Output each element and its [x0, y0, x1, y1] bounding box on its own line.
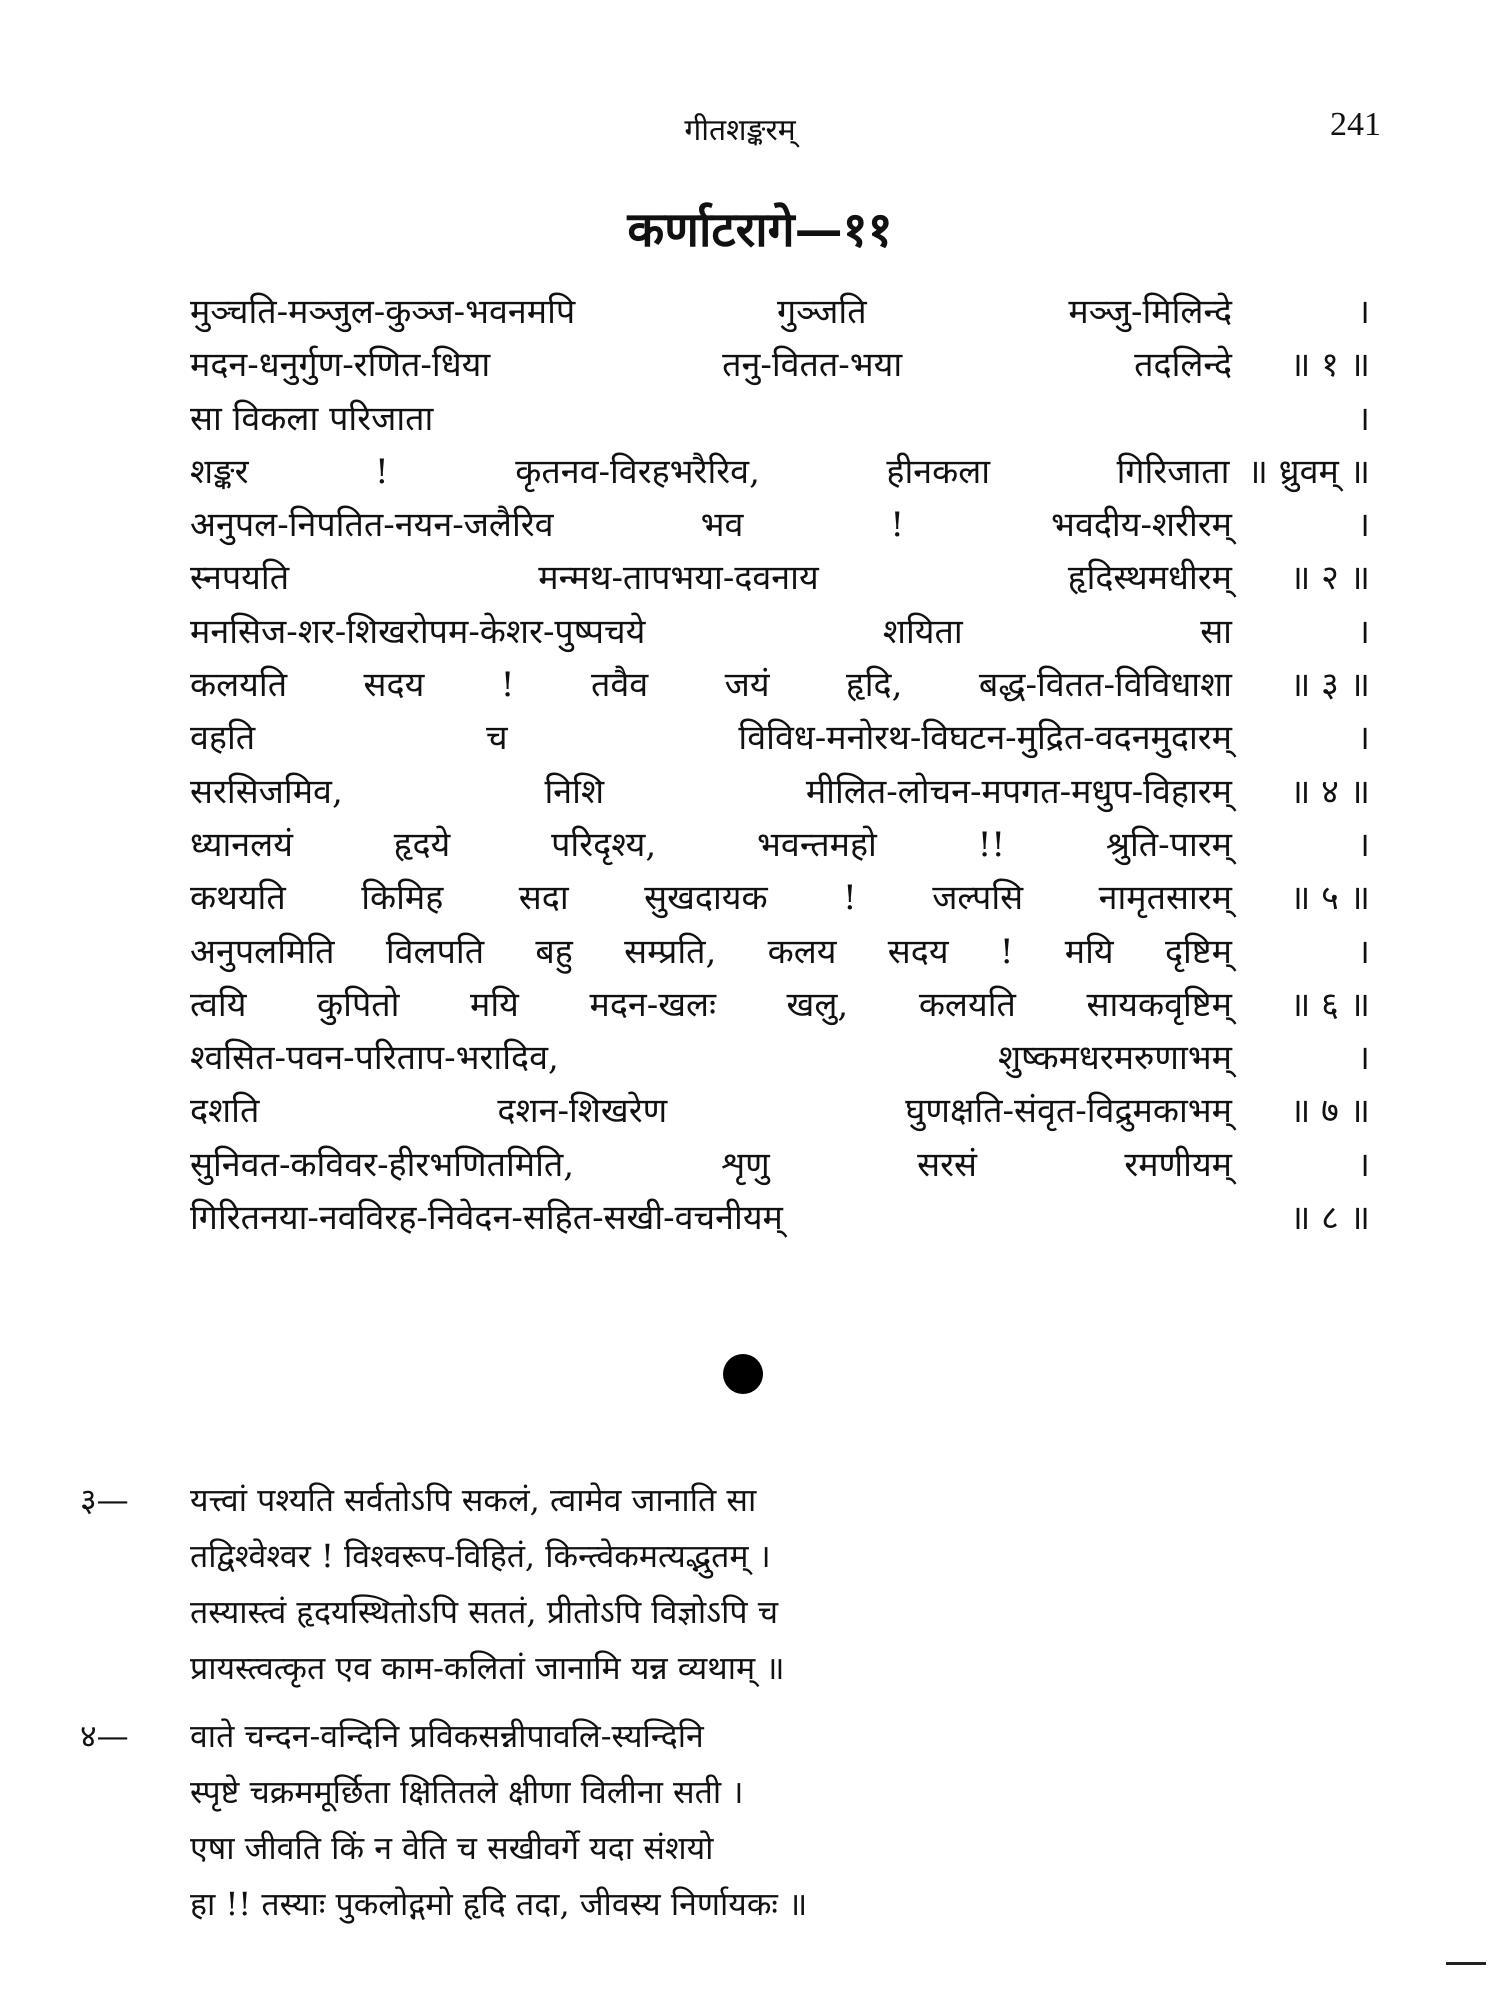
verse-mark: । [1357, 1144, 1370, 1185]
footnote-line [80, 1640, 1200, 1696]
verse-text: सरसिजमिव, निशि मीलित-लोचन-मपगत-मधुप-विहारम् [190, 771, 1232, 812]
verse-line [190, 926, 1370, 979]
separator-dot [723, 1354, 763, 1394]
verse-line [190, 393, 1370, 446]
verse-line [190, 339, 1370, 392]
footnote-3 [80, 1472, 1200, 1696]
verse-mark: ॥ २ ॥ [1289, 558, 1370, 599]
verse-mark: । [1357, 718, 1370, 759]
verse-line [190, 499, 1370, 552]
verse-text: सुनिवत-कविवर-हीरभणितमिति, शृणु सरसं रमणीयम् [190, 1144, 1232, 1185]
footnote-number [80, 1640, 190, 1696]
verse-text: अनुपलमिति विलपति बहु सम्प्रति, कलय सदय ! मयि दृष्टिम् [190, 931, 1232, 972]
footnote-line [80, 1528, 1200, 1584]
page-number: 241 [1330, 106, 1381, 143]
verse-mark: । [1357, 292, 1370, 332]
footnote-text: हा !! तस्याः पुकलोद्गमो हृदि तदा, जीवस्य निर्णायकः ॥ [190, 1885, 808, 1923]
verse-mark: । [1357, 1038, 1370, 1079]
verse-text: कथयति किमिह सदा सुखदायक ! जल्पसि नामृतसारम् [190, 878, 1232, 919]
verse-line [190, 446, 1370, 499]
verse-line [190, 606, 1370, 659]
verse-text: श्वसित-पवन-परिताप-भरादिव, शुष्कमधरमरुणाभम् [190, 1038, 1232, 1079]
verse-text: मनसिज-शर-शिखरोपम-केशर-पुष्पचये शयिता सा [190, 611, 1232, 652]
footnote-number: ३— [80, 1481, 129, 1519]
footnote-line [80, 1820, 1200, 1876]
verse-mark: ॥ ७ ॥ [1289, 1091, 1370, 1132]
verse-mark: । [1357, 824, 1370, 865]
running-head: गीतशङ्करम् [684, 113, 796, 148]
footnote-number [80, 1820, 190, 1876]
verse-text: गिरितनया-नवविरह-निवेदन-सहित-सखी-वचनीयम् [190, 1198, 783, 1239]
verse-block [190, 286, 1370, 1245]
footnote-4 [80, 1708, 1200, 1932]
verse-text: अनुपल-निपतित-नयन-जलैरिव भव ! भवदीय-शरीरम् [190, 505, 1232, 546]
verse-line [190, 712, 1370, 765]
verse-mark: । [1357, 398, 1370, 439]
verse-mark: ॥ ८ ॥ [1289, 1198, 1370, 1239]
verse-mark: ॥ १ ॥ [1289, 345, 1370, 386]
footnote-line [80, 1472, 1200, 1528]
footnote-text: एषा जीवति किं न वेति च सखीवर्गे यदा संशयो [190, 1829, 714, 1867]
footnote-text: वाते चन्दन-वन्दिनि प्रविकसन्नीपावलि-स्यन्दिनि [190, 1717, 704, 1755]
verse-text: ध्यानलयं हृदये परिदृश्य, भवन्तमहो !! श्रुति-पारम् [190, 824, 1232, 865]
footnote-number [80, 1764, 190, 1820]
verse-line [190, 979, 1370, 1032]
verse-line [190, 1032, 1370, 1085]
verse-text: शङ्कर ! कृतनव-विरहभरैरिव, हीनकला गिरिजाता [190, 451, 1230, 492]
verse-line [190, 766, 1370, 819]
verse-line [190, 1192, 1370, 1245]
verse-mark: ॥ ४ ॥ [1289, 771, 1370, 812]
footnote-number [80, 1876, 190, 1932]
verse-text: कलयति सदय ! तवैव जयं हृदि, बद्ध-वितत-विविधाशा [190, 665, 1232, 706]
verse-text: मुञ्चति-मञ्जुल-कुञ्ज-भवनमपि गुञ्जति मञ्जु-मिलिन्दे [190, 292, 1232, 332]
verse-line [190, 1139, 1370, 1192]
verse-line [190, 819, 1370, 872]
song-title: कर्णाटरागे—११ [627, 202, 893, 258]
footnote-line [80, 1876, 1200, 1932]
verse-line [190, 659, 1370, 712]
verse-line [190, 1085, 1370, 1138]
verse-text: मदन-धनुर्गुण-रणित-धिया तनु-वितत-भया तदलिन्दे [190, 345, 1232, 386]
footnote-number: ४— [80, 1717, 129, 1755]
verse-mark: ॥ ध्रुवम् ॥ [1247, 451, 1370, 492]
verse-mark: । [1357, 611, 1370, 652]
verse-text: त्वयि कुपितो मयि मदन-खलः खलु, कलयति सायकवृष्टिम् [190, 984, 1232, 1025]
verse-mark: । [1357, 505, 1370, 546]
verse-text: सा विकला परिजाता [190, 398, 434, 439]
verse-line [190, 552, 1370, 605]
footnote-text: तस्यास्त्वं हृदयस्थितोऽपि सततं, प्रीतोऽपि विज्ञोऽपि च [190, 1593, 779, 1631]
footnote-text: यत्त्वां पश्यति सर्वतोऽपि सकलं, त्वामेव जानाति सा [190, 1481, 757, 1519]
footnote-number [80, 1528, 190, 1584]
verse-mark: ॥ ३ ॥ [1289, 665, 1370, 706]
footnote-text: स्पृष्टे चक्रममूर्छिता क्षितितले क्षीणा विलीना सती । [190, 1773, 744, 1811]
footnote-line [80, 1764, 1200, 1820]
verse-mark: । [1357, 931, 1370, 972]
verse-line [190, 872, 1370, 925]
verse-mark: ॥ ५ ॥ [1289, 878, 1370, 919]
verse-text: दशति दशन-शिखरेण घुणक्षति-संवृत-विद्रुमकाभम् [190, 1091, 1232, 1132]
footnote-number [80, 1584, 190, 1640]
verse-text: वहति च विविध-मनोरथ-विघटन-मुद्रित-वदनमुदारम् [190, 718, 1232, 759]
footnote-text: तद्विश्वेश्वर ! विश्वरूप-विहितं, किन्त्वेकमत्यद्भुतम् । [190, 1537, 771, 1575]
footnote-text: प्रायस्त्वत्कृत एव काम-कलितां जानामि यन्न व्यथाम् ॥ [190, 1649, 785, 1687]
verse-text: स्नपयति मन्मथ-तापभया-दवनाय हृदिस्थमधीरम् [190, 558, 1232, 599]
verse-mark: ॥ ६ ॥ [1289, 984, 1370, 1025]
footnote-line [80, 1708, 1200, 1764]
edge-mark [1446, 1962, 1486, 1965]
footnote-line [80, 1584, 1200, 1640]
verse-line [190, 286, 1370, 339]
